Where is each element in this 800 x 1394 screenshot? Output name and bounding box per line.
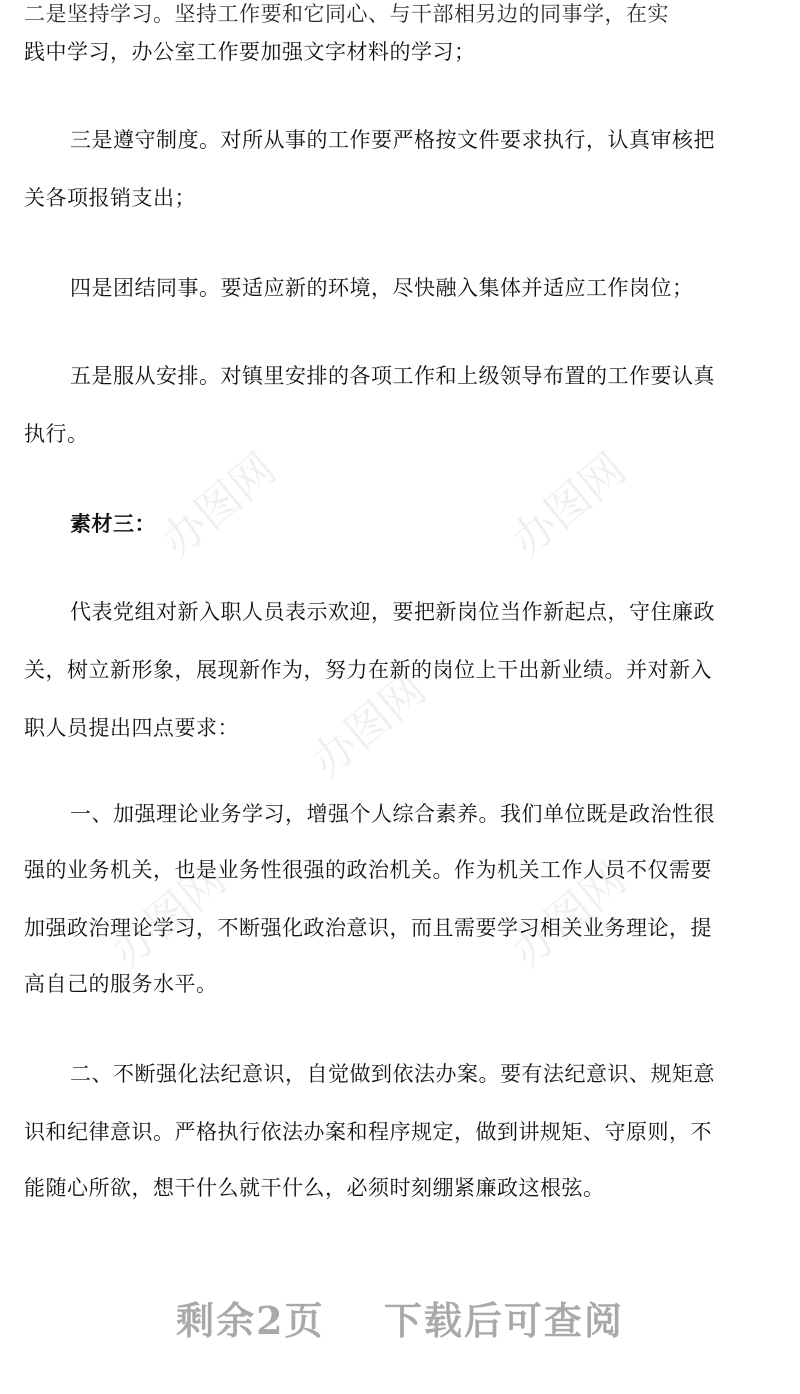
text-line: 关各项报销支出； — [24, 186, 196, 210]
text-line-item-three: 三是遵守制度。对所从事的工作要严格按文件要求执行，认真审核把 — [70, 128, 715, 152]
text-line: 加强政治理论学习，不断强化政治意识，而且需要学习相关业务理论，提 — [24, 916, 712, 940]
download-banner[interactable] — [0, 1290, 800, 1345]
section-heading: 素材三： — [70, 512, 156, 536]
text-line: 关，树立新形象，展现新作为，努力在新的岗位上干出新业绩。并对新入 — [24, 658, 712, 682]
text-line-item-five: 五是服从安排。对镇里安排的各项工作和上级领导布置的工作要认真 — [70, 364, 715, 388]
text-line-point-two: 二、不断强化法纪意识，自觉做到依法办案。要有法纪意识、规矩意 — [70, 1062, 715, 1086]
text-line-point-one: 一、加强理论业务学习，增强个人综合素养。我们单位既是政治性很 — [70, 802, 715, 826]
text-line: 职人员提出四点要求： — [24, 716, 239, 740]
text-line: 执行。 — [24, 422, 89, 446]
watermark: 办图网 — [501, 853, 636, 978]
text-line: 识和纪律意识。严格执行依法办案和程序规定，做到讲规矩、守原则，不 — [24, 1120, 712, 1144]
watermark: 办图网 — [101, 853, 236, 978]
watermark: 办图网 — [501, 443, 636, 568]
text-line: 能随心所欲，想干什么就干什么，必须时刻绷紧廉政这根弦。 — [24, 1176, 605, 1200]
text-line: 代表党组对新入职人员表示欢迎，要把新岗位当作新起点，守住廉政 — [70, 600, 715, 624]
remaining-pages-text: 剩余2页 — [176, 1298, 325, 1343]
watermark: 办图网 — [301, 663, 436, 788]
text-line: 强的业务机关，也是业务性很强的政治机关。作为机关工作人员不仅需要 — [24, 858, 712, 882]
text-line-item-four: 四是团结同事。要适应新的环境，尽快融入集体并适应工作岗位； — [70, 276, 694, 300]
text-line: 高自己的服务水平。 — [24, 972, 218, 996]
download-hint-text: 下载后可查阅 — [383, 1298, 624, 1343]
text-line-cutoff: 二是坚持学习。坚持工作要和它同心、与干部相另边的同事学，在实 — [24, 2, 669, 26]
text-line: 践中学习，办公室工作要加强文字材料的学习； — [24, 40, 476, 64]
watermark: 办图网 — [151, 443, 286, 568]
